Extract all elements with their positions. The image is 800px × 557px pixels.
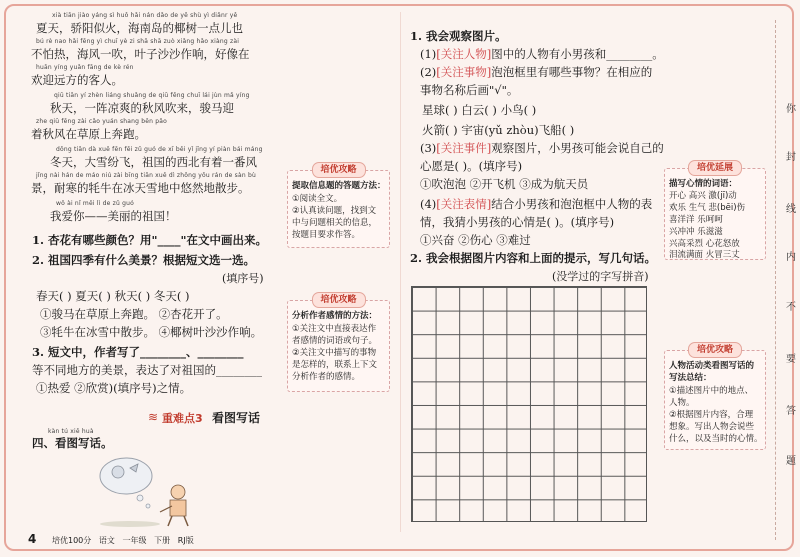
question-r1-1: (1)[关注人物]图中的人物有小男孩和________。 [420, 47, 664, 61]
thought-bubble [100, 458, 152, 494]
tag-person: [关注人物] [436, 47, 492, 61]
tip-head: 人物活动类看图写话的 [669, 361, 755, 371]
question-3: 3. 短文中，作者写了________、________ [32, 345, 244, 359]
question-r1: 1. 我会观察图片。 [410, 29, 507, 43]
tip-line: 兴高采烈 心花怒放 [669, 239, 740, 249]
tip-box-info [287, 165, 390, 248]
binding-line [775, 20, 776, 540]
tip-line: 开心 高兴 激(jī)动 [669, 191, 737, 201]
question-r1-3: (3)[关注事件]观察图片，小男孩可能会说自己的 [420, 141, 664, 155]
item-checklist[interactable]: 火箭( ) 宇宙(yǔ zhòu)飞船( ) [422, 123, 575, 137]
pinyin-line: kàn tú xiě huà [48, 428, 94, 435]
tip-title: 培优攻略 [311, 292, 365, 308]
tip-line: 分析作者的感情。 [292, 372, 361, 382]
pinyin-line: wǒ ài nǐ měi lì de zǔ guó [56, 200, 135, 207]
question-2-note: (填序号) [222, 272, 264, 285]
tip-box-feeling [287, 295, 390, 392]
boy-head [171, 485, 185, 499]
question-r1-2b: 事物名称后画"√"。 [420, 83, 519, 97]
question-3-line: ①热爱 ②欣赏)(填序号)之情。 [36, 381, 192, 395]
pinyin-line: jǐng nài hán de máo niú zài bīng tiān xuě dì zhōng yōu rán de sàn bù [36, 172, 256, 179]
tip-head: 描写心情的词语： [669, 179, 738, 189]
section-title: 看图写话 [212, 411, 261, 425]
margin-char: 要 [786, 354, 796, 365]
pinyin-line: zhe qiū fēng zài cǎo yuán shang bēn pǎo [36, 118, 168, 125]
question-r2-note: (没学过的字写拼音) [552, 270, 649, 283]
tip-line: ②根据图片内容，合理 [669, 410, 754, 420]
pinyin-line: huān yíng yuǎn fāng de kè rén [36, 64, 134, 71]
passage-line: 我爱你——美丽的祖国！ [50, 209, 177, 223]
tip-line: ①关注文中直接表达作 [292, 324, 377, 334]
footer-text: 培优100分 语文 一年级 下册 RJ版 [52, 536, 194, 545]
pinyin-line: bú rè nao hǎi fēng yì chuī yè zi shā shā zuò xiǎng hǎo xiàng zài [36, 38, 240, 45]
tip-line: 人物。 [669, 398, 695, 408]
margin-char: 不 [786, 302, 796, 313]
tip-line: 喜洋洋 乐呵呵 [669, 215, 723, 225]
tip-line: 中与问题相关的信息， [292, 218, 378, 228]
margin-char: 题 [786, 456, 796, 467]
option-line: ③牦牛在冰雪中散步。 ④椰树叶沙沙作响。 [40, 325, 263, 339]
passage-line: 夏天，骄阳似火，海南岛的椰树一点儿也 [36, 21, 243, 35]
passage-line: 景，耐寒的牦牛在冰天雪地中悠然地散步。 [31, 181, 250, 195]
tip-line: ②关注文中描写的事物 [292, 348, 377, 358]
tip-line: 想象。写出人物会说些 [669, 422, 755, 432]
tip-line: ②认真读问题，找到文 [292, 206, 377, 216]
question-2: 2. 祖国四季有什么美景？根据短文选一选。 [32, 253, 256, 267]
tip-line: 兴冲冲 乐滋滋 [669, 227, 723, 237]
tip-line: 泪流满面 火冒三丈 [669, 250, 740, 260]
tip-head: 提取信息题的答题方法： [292, 181, 386, 191]
pinyin-line: dōng tiān dà xuě fēn fēi zǔ guó de xī běi yǐ jīng yí piàn bái máng [56, 146, 263, 153]
tip-line: 是怎样的，联系上下文 [292, 360, 378, 370]
page-divider [400, 12, 401, 532]
wave-icon: ≋ [148, 410, 159, 424]
season-answers[interactable]: 春天( ) 夏天( ) 秋天( ) 冬天( ) [36, 289, 190, 303]
item-checklist[interactable]: 星球( ) 白云( ) 小鸟( ) [422, 103, 537, 117]
passage-line: 不怕热，海风一吹，叶子沙沙作响，好像在 [31, 47, 250, 61]
wish-options: ①吹泡泡 ②开飞机 ③成为航天员 [420, 177, 589, 191]
passage-line: 秋天，一阵凉爽的秋风吹来，骏马迎 [50, 101, 234, 115]
tip-line: 按题目要求作答。 [292, 230, 361, 240]
question-1: 1. 杏花有哪些颜色？用"____"在文中画出来。 [32, 233, 267, 247]
tag-object: [关注事物] [436, 65, 492, 79]
question-3-line: 等不同地方的美景，表达了对祖国的________ [32, 363, 262, 377]
margin-char: 内 [786, 252, 796, 263]
tag-event: [关注事件] [436, 141, 492, 155]
tip-title: 培优攻略 [311, 162, 365, 178]
passage-line: 欢迎远方的客人。 [31, 73, 123, 87]
tip-line: 者感情的词语或句子。 [292, 336, 378, 346]
passage-line: 冬天，大雪纷飞，祖国的西北有着一番风 [50, 155, 257, 169]
boy-body [170, 500, 186, 516]
tip-line: ①描述图片中的地点、 [669, 386, 754, 396]
planet-icon [112, 466, 124, 478]
boy-legs [168, 516, 188, 526]
tip-line: 欢乐 生气 悲(bēi)伤 [669, 203, 746, 213]
boy-with-bubbles-illustration [90, 454, 210, 529]
question-4: 四、看图写话。 [32, 436, 113, 450]
margin-char: 线 [786, 204, 796, 215]
tip-line: ①阅读全文。 [292, 194, 343, 204]
tip-head: 分析作者感情的方法： [292, 311, 378, 321]
ground [100, 521, 160, 527]
question-r1-3b: 心愿是( )。(填序号) [420, 159, 523, 173]
tip-line: 什么，以及当时的心情。 [669, 434, 763, 444]
margin-char: 你 [786, 104, 796, 115]
margin-char: 封 [786, 152, 796, 163]
section-label: 重难点3 [162, 412, 203, 425]
passage-line: 着秋风在草原上奔跑。 [31, 127, 146, 141]
question-r2: 2. 我会根据图片内容和上面的提示，写几句话。 [410, 251, 657, 265]
pinyin-line: xià tiān jiào yáng sì huǒ hǎi nán dǎo de yē shù yì diǎnr yě [52, 12, 238, 19]
pinyin-line: qiū tiān yí zhèn liáng shuǎng de qiū fēng chuī lái jùn mǎ yíng [54, 92, 250, 99]
margin-char: 答 [786, 406, 796, 417]
tip-head: 写法总结： [669, 373, 712, 383]
small-bubble [137, 495, 143, 501]
question-r1-2: (2)[关注事物]泡泡框里有哪些事物？在相应的 [420, 65, 653, 79]
option-line: ①骏马在草原上奔跑。 ②杏花开了。 [40, 307, 228, 321]
tip-box-writing-method [664, 345, 766, 450]
tip-title: 培优延展 [688, 160, 742, 176]
mood-options: ①兴奋 ②伤心 ③难过 [420, 233, 531, 247]
question-r1-4: (4)[关注表情]结合小男孩和泡泡框中人物的表 [420, 197, 653, 211]
tip-title: 培优攻略 [688, 342, 742, 358]
page-number: 4 [28, 532, 37, 546]
writing-grid[interactable] [411, 286, 647, 522]
tag-expression: [关注表情] [436, 197, 492, 211]
tip-box-mood-words [664, 163, 766, 260]
question-r1-4b: 情，我猜小男孩的心情是( )。(填序号) [420, 215, 615, 229]
small-bubble [146, 504, 150, 508]
